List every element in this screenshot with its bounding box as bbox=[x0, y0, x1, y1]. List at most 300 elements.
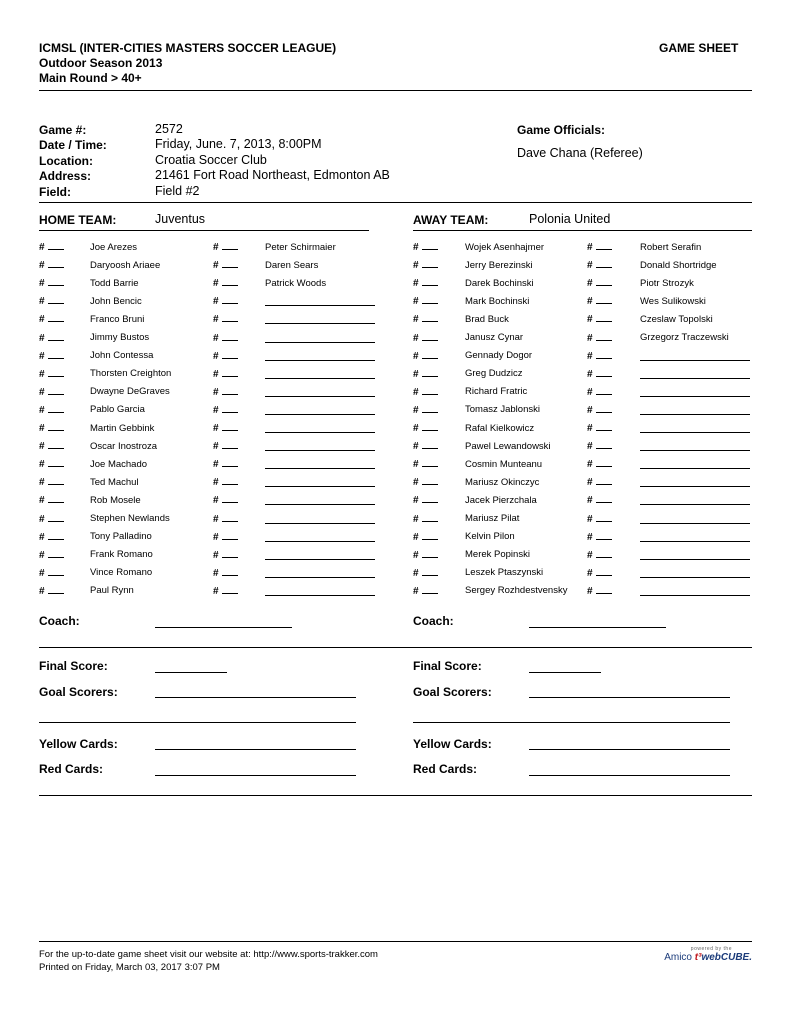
number-prefix: # bbox=[413, 585, 419, 597]
jersey-number-field bbox=[587, 585, 612, 597]
number-blank-line bbox=[422, 458, 438, 467]
jersey-number-field bbox=[413, 422, 438, 434]
number-prefix: # bbox=[587, 567, 593, 579]
number-blank-line bbox=[48, 458, 64, 467]
number-prefix: # bbox=[587, 386, 593, 398]
number-blank-line bbox=[422, 494, 438, 503]
number-prefix: # bbox=[39, 441, 45, 453]
player-blank-line bbox=[265, 378, 375, 379]
number-prefix: # bbox=[587, 278, 593, 290]
number-blank-line bbox=[48, 386, 64, 395]
jersey-number-field bbox=[39, 313, 64, 325]
home-team-name: Juventus bbox=[155, 212, 206, 226]
jersey-number-field bbox=[587, 350, 612, 362]
jersey-number-field bbox=[39, 386, 64, 398]
jersey-number-field bbox=[213, 567, 238, 579]
number-blank-line bbox=[222, 313, 238, 322]
player-name: Wojek Asenhajmer bbox=[465, 241, 545, 253]
player-name: Stephen Newlands bbox=[90, 513, 170, 524]
player-blank-line bbox=[265, 486, 375, 487]
player-name: Rafal Kielkowicz bbox=[465, 422, 535, 434]
player-name: Brad Buck bbox=[465, 313, 509, 325]
number-prefix: # bbox=[413, 441, 419, 453]
number-blank-line bbox=[596, 440, 612, 449]
number-prefix: # bbox=[213, 314, 219, 326]
player-name: Daren Sears bbox=[265, 259, 319, 271]
number-prefix: # bbox=[213, 513, 219, 525]
player-name: Martin Gebbink bbox=[90, 422, 155, 434]
player-name: Tomasz Jablonski bbox=[465, 404, 540, 416]
number-blank-line bbox=[596, 422, 612, 431]
number-prefix: # bbox=[413, 368, 419, 380]
number-prefix: # bbox=[213, 477, 219, 489]
number-blank-line bbox=[596, 313, 612, 322]
jersey-number-field bbox=[213, 494, 238, 506]
player-name: Merek Popinski bbox=[465, 549, 530, 561]
player-name: Franco Bruni bbox=[90, 313, 145, 325]
field-label: Field: bbox=[39, 185, 71, 199]
jersey-number-field bbox=[413, 386, 438, 398]
jersey-number-field bbox=[413, 476, 438, 488]
number-prefix: # bbox=[587, 441, 593, 453]
number-blank-line bbox=[422, 313, 438, 322]
away-team-divider bbox=[413, 230, 752, 231]
jersey-number-field bbox=[39, 476, 64, 488]
round-title: Main Round > 40+ bbox=[39, 71, 142, 85]
game-number-label: Game #: bbox=[39, 123, 87, 137]
player-name: Paul Rynn bbox=[90, 585, 134, 597]
player-name: Todd Barrie bbox=[90, 277, 139, 289]
number-prefix: # bbox=[587, 350, 593, 362]
number-prefix: # bbox=[213, 404, 219, 416]
number-blank-line bbox=[596, 458, 612, 467]
number-blank-line bbox=[596, 259, 612, 268]
player-blank-line bbox=[640, 432, 750, 433]
number-blank-line bbox=[422, 277, 438, 286]
jersey-number-field bbox=[413, 567, 438, 579]
jersey-number-field bbox=[587, 440, 612, 452]
jersey-number-field bbox=[39, 277, 64, 289]
player-blank-line bbox=[265, 504, 375, 505]
number-prefix: # bbox=[213, 242, 219, 253]
logo-t3: t³ bbox=[694, 952, 702, 963]
doc-type-title: GAME SHEET bbox=[659, 41, 739, 55]
number-blank-line bbox=[222, 295, 238, 304]
jersey-number-field bbox=[413, 440, 438, 452]
number-blank-line bbox=[422, 422, 438, 431]
number-blank-line bbox=[596, 476, 612, 485]
number-prefix: # bbox=[213, 585, 219, 597]
home-red-cards-line bbox=[155, 775, 356, 776]
address-value: 21461 Fort Road Northeast, Edmonton AB bbox=[155, 168, 390, 182]
field-value: Field #2 bbox=[155, 184, 200, 198]
number-blank-line bbox=[222, 531, 238, 540]
jersey-number-field bbox=[587, 295, 612, 307]
number-blank-line bbox=[48, 404, 64, 413]
jersey-number-field bbox=[213, 458, 238, 470]
jersey-number-field bbox=[413, 513, 438, 525]
number-blank-line bbox=[596, 241, 612, 250]
number-blank-line bbox=[596, 567, 612, 576]
jersey-number-field bbox=[39, 494, 64, 506]
jersey-number-field bbox=[413, 494, 438, 506]
player-blank-line bbox=[640, 541, 750, 542]
location-value: Croatia Soccer Club bbox=[155, 153, 267, 167]
player-name: Gennady Dogor bbox=[465, 350, 533, 362]
number-blank-line bbox=[422, 241, 438, 250]
player-blank-line bbox=[640, 378, 750, 379]
number-blank-line bbox=[222, 458, 238, 467]
logo-webcube: webCUBE. bbox=[701, 952, 752, 963]
jersey-number-field bbox=[587, 549, 612, 561]
number-blank-line bbox=[222, 422, 238, 431]
jersey-number-field bbox=[39, 531, 64, 543]
away-goal-scorers-label: Goal Scorers: bbox=[413, 685, 492, 699]
player-blank-line bbox=[265, 468, 375, 469]
player-name: Pablo Garcia bbox=[90, 404, 145, 416]
number-prefix: # bbox=[587, 242, 593, 253]
number-prefix: # bbox=[39, 495, 45, 507]
address-label: Address: bbox=[39, 169, 92, 183]
jersey-number-field bbox=[39, 585, 64, 597]
number-prefix: # bbox=[587, 549, 593, 561]
number-prefix: # bbox=[39, 549, 45, 561]
jersey-number-field bbox=[413, 277, 438, 289]
away-goal-scorers-line bbox=[529, 697, 730, 698]
number-blank-line bbox=[422, 531, 438, 540]
jersey-number-field bbox=[587, 567, 612, 579]
jersey-number-field bbox=[39, 368, 64, 380]
number-prefix: # bbox=[213, 332, 219, 344]
number-blank-line bbox=[596, 404, 612, 413]
jersey-number-field bbox=[587, 458, 612, 470]
number-blank-line bbox=[422, 567, 438, 576]
jersey-number-field bbox=[413, 404, 438, 416]
home-final-score-line bbox=[155, 672, 227, 673]
player-blank-line bbox=[265, 541, 375, 542]
home-coach-label: Coach: bbox=[39, 614, 80, 628]
number-prefix: # bbox=[39, 404, 45, 416]
player-name: Robert Serafin bbox=[640, 241, 702, 253]
number-blank-line bbox=[48, 241, 64, 250]
player-name: Tony Palladino bbox=[90, 531, 152, 543]
number-blank-line bbox=[596, 332, 612, 341]
number-blank-line bbox=[422, 404, 438, 413]
number-blank-line bbox=[222, 404, 238, 413]
player-name: Mariusz Okinczyc bbox=[465, 476, 540, 488]
number-prefix: # bbox=[413, 242, 419, 253]
away-final-score-label: Final Score: bbox=[413, 659, 482, 673]
number-blank-line bbox=[422, 350, 438, 359]
number-blank-line bbox=[422, 295, 438, 304]
number-blank-line bbox=[596, 386, 612, 395]
number-blank-line bbox=[596, 531, 612, 540]
number-prefix: # bbox=[39, 477, 45, 489]
coach-divider bbox=[39, 647, 752, 648]
number-prefix: # bbox=[213, 296, 219, 308]
jersey-number-field bbox=[587, 513, 612, 525]
jersey-number-field bbox=[39, 295, 64, 307]
away-goal-scorers-line-2 bbox=[413, 722, 730, 723]
away-red-cards-label: Red Cards: bbox=[413, 762, 478, 776]
number-prefix: # bbox=[413, 459, 419, 471]
player-name: John Bencic bbox=[90, 295, 142, 307]
jersey-number-field bbox=[413, 350, 438, 362]
jersey-number-field bbox=[213, 332, 238, 344]
away-final-score-line bbox=[529, 672, 601, 673]
number-blank-line bbox=[48, 295, 64, 304]
number-prefix: # bbox=[213, 368, 219, 380]
number-prefix: # bbox=[213, 423, 219, 434]
jersey-number-field bbox=[413, 259, 438, 271]
number-prefix: # bbox=[413, 278, 419, 290]
number-prefix: # bbox=[587, 260, 593, 272]
player-blank-line bbox=[640, 523, 750, 524]
player-name: Peter Schirmaier bbox=[265, 241, 336, 253]
player-name: Ted Machul bbox=[90, 476, 139, 488]
player-blank-line bbox=[265, 305, 375, 306]
jersey-number-field bbox=[587, 277, 612, 289]
game-number-value: 2572 bbox=[155, 122, 183, 136]
jersey-number-field bbox=[213, 241, 238, 253]
number-prefix: # bbox=[587, 585, 593, 597]
player-name: Janusz Cynar bbox=[465, 332, 524, 343]
away-red-cards-line bbox=[529, 775, 730, 776]
player-blank-line bbox=[640, 577, 750, 578]
jersey-number-field bbox=[39, 513, 64, 525]
number-blank-line bbox=[422, 585, 438, 594]
number-blank-line bbox=[596, 295, 612, 304]
number-prefix: # bbox=[39, 567, 45, 579]
number-prefix: # bbox=[413, 404, 419, 416]
player-blank-line bbox=[265, 450, 375, 451]
jersey-number-field bbox=[587, 404, 612, 416]
number-blank-line bbox=[48, 259, 64, 268]
number-prefix: # bbox=[213, 386, 219, 398]
jersey-number-field bbox=[213, 440, 238, 452]
player-blank-line bbox=[640, 486, 750, 487]
number-prefix: # bbox=[213, 495, 219, 507]
jersey-number-field bbox=[39, 567, 64, 579]
number-blank-line bbox=[422, 368, 438, 377]
number-prefix: # bbox=[39, 531, 45, 543]
logo-text bbox=[652, 952, 752, 963]
number-prefix: # bbox=[39, 423, 45, 434]
player-name: Jimmy Bustos bbox=[90, 332, 150, 343]
number-prefix: # bbox=[39, 459, 45, 471]
home-team-divider bbox=[39, 230, 369, 231]
player-blank-line bbox=[640, 595, 750, 596]
player-name: Patrick Woods bbox=[265, 277, 327, 289]
player-name: Oscar Inostroza bbox=[90, 440, 158, 452]
number-prefix: # bbox=[39, 242, 45, 253]
logo-powered-text: powered by the bbox=[690, 946, 732, 952]
player-name: Frank Romano bbox=[90, 549, 153, 561]
jersey-number-field bbox=[587, 422, 612, 434]
jersey-number-field bbox=[413, 241, 438, 253]
number-prefix: # bbox=[213, 350, 219, 362]
player-name: Richard Fratric bbox=[465, 386, 528, 398]
number-prefix: # bbox=[413, 332, 419, 344]
jersey-number-field bbox=[587, 531, 612, 543]
season-title: Outdoor Season 2013 bbox=[39, 56, 163, 70]
home-yellow-cards-label: Yellow Cards: bbox=[39, 737, 118, 751]
jersey-number-field bbox=[413, 549, 438, 561]
player-name: Joe Machado bbox=[90, 458, 148, 470]
player-name: Mark Bochinski bbox=[465, 295, 530, 307]
number-prefix: # bbox=[39, 278, 45, 290]
number-blank-line bbox=[596, 350, 612, 359]
jersey-number-field bbox=[213, 513, 238, 525]
jersey-number-field bbox=[39, 458, 64, 470]
player-blank-line bbox=[265, 523, 375, 524]
player-name: John Contessa bbox=[90, 350, 154, 362]
number-prefix: # bbox=[39, 368, 45, 380]
home-yellow-cards-line bbox=[155, 749, 356, 750]
officials-label: Game Officials: bbox=[517, 123, 606, 137]
number-blank-line bbox=[596, 368, 612, 377]
number-prefix: # bbox=[587, 531, 593, 543]
away-yellow-cards-line bbox=[529, 749, 730, 750]
number-blank-line bbox=[48, 368, 64, 377]
number-prefix: # bbox=[587, 423, 593, 434]
number-blank-line bbox=[48, 277, 64, 286]
player-blank-line bbox=[265, 342, 375, 343]
home-red-cards-label: Red Cards: bbox=[39, 762, 104, 776]
number-prefix: # bbox=[587, 495, 593, 507]
player-blank-line bbox=[265, 559, 375, 560]
number-prefix: # bbox=[413, 314, 419, 326]
player-name: Cosmin Munteanu bbox=[465, 458, 543, 470]
away-team-label: AWAY TEAM: bbox=[413, 213, 489, 227]
number-prefix: # bbox=[39, 386, 45, 398]
number-blank-line bbox=[222, 567, 238, 576]
number-blank-line bbox=[422, 476, 438, 485]
number-prefix: # bbox=[587, 513, 593, 525]
number-blank-line bbox=[222, 350, 238, 359]
number-blank-line bbox=[48, 531, 64, 540]
number-prefix: # bbox=[587, 332, 593, 344]
location-label: Location: bbox=[39, 154, 93, 168]
logo-amico: Amico bbox=[664, 952, 692, 963]
number-blank-line bbox=[422, 259, 438, 268]
player-name: Pawel Lewandowski bbox=[465, 440, 551, 452]
away-coach-label: Coach: bbox=[413, 614, 454, 628]
player-blank-line bbox=[265, 577, 375, 578]
number-prefix: # bbox=[413, 549, 419, 561]
number-prefix: # bbox=[587, 477, 593, 489]
number-prefix: # bbox=[413, 296, 419, 308]
player-blank-line bbox=[265, 595, 375, 596]
jersey-number-field bbox=[213, 422, 238, 434]
player-name: Piotr Strozyk bbox=[640, 277, 694, 289]
player-name: Mariusz Pilat bbox=[465, 513, 520, 524]
number-prefix: # bbox=[39, 332, 45, 344]
number-blank-line bbox=[48, 513, 64, 522]
number-blank-line bbox=[596, 277, 612, 286]
number-prefix: # bbox=[213, 549, 219, 561]
datetime-value: Friday, June. 7, 2013, 8:00PM bbox=[155, 137, 322, 151]
number-blank-line bbox=[48, 549, 64, 558]
number-blank-line bbox=[596, 494, 612, 503]
number-prefix: # bbox=[213, 260, 219, 272]
number-prefix: # bbox=[213, 459, 219, 471]
number-blank-line bbox=[48, 494, 64, 503]
jersey-number-field bbox=[39, 549, 64, 561]
jersey-number-field bbox=[587, 494, 612, 506]
number-prefix: # bbox=[413, 386, 419, 398]
number-blank-line bbox=[422, 332, 438, 341]
number-blank-line bbox=[422, 549, 438, 558]
jersey-number-field bbox=[213, 531, 238, 543]
player-name: Daryoosh Ariaee bbox=[90, 259, 161, 271]
jersey-number-field bbox=[413, 585, 438, 597]
number-prefix: # bbox=[587, 314, 593, 326]
player-blank-line bbox=[640, 504, 750, 505]
footer-website: For the up-to-date game sheet visit our website at: http://www.sports-trakker.com bbox=[39, 949, 378, 960]
jersey-number-field bbox=[587, 332, 612, 344]
jersey-number-field bbox=[39, 422, 64, 434]
number-prefix: # bbox=[413, 513, 419, 525]
player-name: Grzegorz Traczewski bbox=[640, 332, 729, 343]
number-blank-line bbox=[222, 476, 238, 485]
player-name: Thorsten Creighton bbox=[90, 368, 172, 380]
number-blank-line bbox=[48, 350, 64, 359]
player-name: Joe Arezes bbox=[90, 241, 137, 253]
jersey-number-field bbox=[39, 350, 64, 362]
number-prefix: # bbox=[413, 495, 419, 507]
amico-webcube-logo bbox=[652, 946, 752, 963]
datetime-label: Date / Time: bbox=[39, 138, 107, 152]
number-blank-line bbox=[422, 386, 438, 395]
number-prefix: # bbox=[413, 477, 419, 489]
number-prefix: # bbox=[413, 567, 419, 579]
player-blank-line bbox=[640, 414, 750, 415]
jersey-number-field bbox=[587, 259, 612, 271]
info-divider bbox=[39, 202, 752, 203]
number-prefix: # bbox=[587, 404, 593, 416]
home-final-score-label: Final Score: bbox=[39, 659, 108, 673]
jersey-number-field bbox=[413, 332, 438, 344]
number-blank-line bbox=[222, 259, 238, 268]
jersey-number-field bbox=[213, 549, 238, 561]
number-blank-line bbox=[596, 585, 612, 594]
jersey-number-field bbox=[213, 295, 238, 307]
number-prefix: # bbox=[413, 350, 419, 362]
jersey-number-field bbox=[587, 241, 612, 253]
player-name: Greg Dudzicz bbox=[465, 368, 523, 380]
number-blank-line bbox=[48, 422, 64, 431]
jersey-number-field bbox=[39, 259, 64, 271]
jersey-number-field bbox=[213, 350, 238, 362]
home-team-label: HOME TEAM: bbox=[39, 213, 117, 227]
jersey-number-field bbox=[413, 295, 438, 307]
player-blank-line bbox=[640, 468, 750, 469]
player-name: Leszek Ptaszynski bbox=[465, 567, 544, 579]
league-title: ICMSL (INTER-CITIES MASTERS SOCCER LEAGUE) bbox=[39, 41, 337, 55]
number-prefix: # bbox=[39, 314, 45, 326]
player-blank-line bbox=[265, 360, 375, 361]
number-blank-line bbox=[222, 549, 238, 558]
jersey-number-field bbox=[39, 404, 64, 416]
jersey-number-field bbox=[587, 476, 612, 488]
player-blank-line bbox=[640, 360, 750, 361]
number-blank-line bbox=[48, 476, 64, 485]
jersey-number-field bbox=[213, 277, 238, 289]
player-name: Jacek Pierzchala bbox=[465, 494, 537, 506]
player-blank-line bbox=[265, 414, 375, 415]
number-prefix: # bbox=[39, 260, 45, 272]
